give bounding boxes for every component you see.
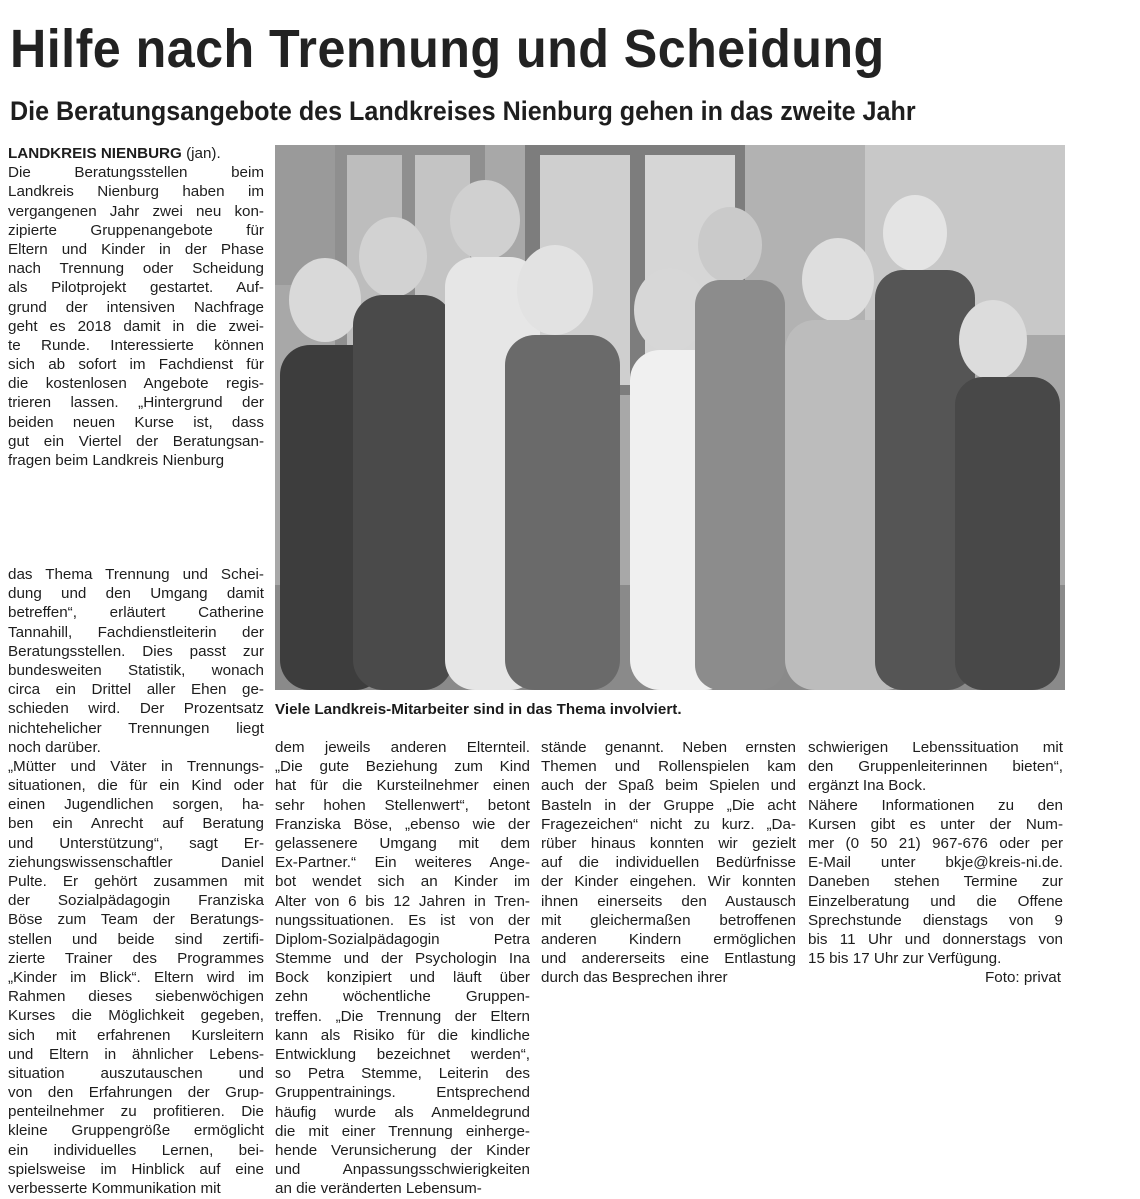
text-line: kleine Gruppengröße ermöglicht [8,1122,264,1140]
photo-caption: Viele Landkreis-Mitarbeiter sind in das Thema involviert. [275,701,682,718]
text-line: „Mütter und Väter in Trennungs- [8,757,264,775]
text-line: beiden neuen Kurse ist, dass [8,413,264,431]
text-line: ziehungswissenschaftler Daniel [8,853,264,871]
text-line: an die veränderten Lebensum- [275,1180,482,1198]
text-line: Franziska Böse, „ebenso wie der [275,815,530,833]
text-line: Alter von 6 bis 12 Jahren in Tren- [275,892,530,910]
text-line: und andererseits eine Entlastung [541,950,796,968]
text-line: dem jeweils anderen Elternteil. [275,739,530,756]
text-line: Tannahill, Fachdienstleiterin der [8,623,264,641]
text-line: das Thema Trennung und Schei- [8,566,264,583]
text-line: einen Jugendlichen sorgen, ha- [8,796,264,814]
text-line: die mit einer Trennung einherge- [275,1122,530,1140]
text-line: Eltern und Kinder in der Phase [8,240,264,258]
text-line: nungssituationen. Es ist von der [275,911,530,929]
text-line: vergangenen Jahr zwei neu kon- [8,202,264,220]
text-line: bundesweiten Statistik, wonach [8,661,264,679]
text-line: treffen. „Die Trennung der Eltern [275,1007,530,1025]
text-line: grund der intensiven Nachfrage [8,298,264,316]
text-line: nach Trennung oder Scheidung [8,260,264,278]
text-line: stellen und beide sind zertifi- [8,930,264,948]
text-line: Stemme und der Psychologin Ina [275,950,530,968]
text-line: Die Beratungsstellen beim [8,164,264,182]
text-line: Pulte. Er gehört zusammen mit [8,873,264,890]
text-line: und Eltern in ähnlicher Lebens- [8,1045,264,1063]
text-line: den Gruppenleiterinnen bieten“, [808,758,1063,776]
text-line: Nähere Informationen zu den [808,796,1063,814]
text-line: schwierigen Lebenssituation mit [808,739,1063,756]
text-line: „Die gute Beziehung zum Kind [275,758,530,776]
text-line: Ex-Partner.“ Ein weiteres Ange- [275,854,530,872]
text-line: ergänzt Ina Bock. [808,777,927,795]
text-line: noch darüber. [8,738,101,756]
text-line: anderen Kindern ermöglichen [541,930,796,948]
article-column-1-top [8,144,264,470]
text-line: gelassenere Umgang mit dem [275,834,530,852]
text-line: und Unterstützung“, sagt Er- [8,834,264,852]
photo-credit: Foto: privat [985,969,1061,986]
text-line: rüber hinaus konnten wir gezielt [541,834,796,852]
text-line: 15 bis 17 Uhr zur Verfügung. [808,950,1002,968]
article-column-3 [541,738,796,987]
text-line: hat für die Kursteilnehmer einen [275,777,530,795]
text-line: nichtehelicher Trennungen liegt [8,719,264,737]
text-line: te Runde. Interessierte können [8,336,264,354]
text-line: Themen und Rollenspielen kam [541,758,796,776]
text-line: Rahmen dieses siebenwöchigen [8,988,264,1006]
text-line: geht es 2018 damit in die zwei- [8,317,264,335]
text-line: Einzelberatung und die Offene [808,892,1063,910]
text-line: fragen beim Landkreis Nienburg [8,452,225,469]
text-line: durch das Besprechen ihrer [541,969,728,987]
text-line: ihnen einerseits den Austausch [541,892,796,910]
text-line: circa ein Drittel aller Ehen ge- [8,681,264,699]
text-line: Daneben stehen Termine zur [808,873,1063,891]
text-line: bis 11 Uhr und donnerstags von [808,930,1063,948]
text-line: schieden wird. Der Prozentsatz [8,700,264,718]
text-line: kann als Risiko für die kindliche [275,1026,530,1044]
dateline-line [8,144,264,163]
text-line: mer (0 50 21) 967-676 oder per [808,834,1063,852]
text-line: Landkreis Nienburg haben im [8,183,264,201]
text-line: Diplom-Sozialpädagogin Petra [275,930,530,948]
text-line: situationen, die für ein Kind oder [8,777,264,795]
text-line: Bock konzipiert und läuft über [275,969,530,987]
text-line: dung und den Umgang damit [8,585,264,603]
text-line: von den Erfahrungen der Grup- [8,1084,264,1102]
article-column-4 [808,738,1063,968]
dateline: LANDKREIS NIENBURG [8,145,182,162]
text-line: gut ein Viertel der Beratungsan- [8,432,264,450]
text-line: auf die individuellen Bedürfnisse [541,854,796,872]
text-line: ein individuelles Lernen, bei- [8,1141,264,1159]
subheadline: Die Beratungsangebote des Landkreises Nienburg gehen in das zweite Jahr [10,96,916,126]
article-column-1-bottom [8,565,264,1198]
article-column-2 [275,738,530,1199]
text-line: Böse zum Team der Beratungs- [8,911,264,929]
text-line: situation auszutauschen und [8,1064,264,1082]
text-line: Kurses die Möglichkeit gegeben, [8,1007,264,1025]
text-line: und Anpassungsschwierigkeiten [275,1161,530,1179]
text-line: hende Verunsicherung der Kinder [275,1141,530,1159]
text-line: Beratungsstellen. Dies passt zur [8,642,264,660]
group-photo [275,145,1065,690]
text-line: ben ein Anrecht auf Beratung [8,815,264,833]
text-line: Gruppentrainings. Entsprechend [275,1084,530,1102]
text-line: Fragezeichen“ nicht zu kurz. „Da- [541,815,796,833]
text-line: zehn wöchentliche Gruppen- [275,988,530,1006]
text-line: zierte Trainer des Programmes [8,949,264,967]
text-line: E-Mail unter bkje@kreis-ni.de. [808,854,1063,872]
text-line: die kostenlosen Angebote regis- [8,375,264,393]
dateline-author: (jan). [186,145,221,162]
text-line: betreffen“, erläutert Catherine [8,604,264,622]
text-line: sich mit erfahrenen Kursleitern [8,1026,264,1044]
text-line: häufig wurde als Anmeldegrund [275,1103,530,1121]
text-line: trieren lassen. „Hintergrund der [8,394,264,412]
text-line: auch der Spaß beim Spielen und [541,777,796,795]
group-photo-image [275,145,1065,690]
text-line: stände genannt. Neben ernsten [541,739,796,756]
text-line: penteilnehmer zu profitieren. Die [8,1103,264,1121]
text-line: bot wendet sich an Kinder im [275,873,530,891]
text-line: Entwicklung bezeichnet werden“, [275,1046,530,1063]
text-line: der Sozialpädagogin Franziska [8,892,264,910]
text-line: Kursen gibt es unter der Num- [808,815,1063,833]
text-line: Basteln in der Gruppe „Die acht [541,796,796,814]
text-line: Sprechstunde dienstags von 9 [808,911,1063,929]
text-line: der Kinder eingehen. Wir konnten [541,873,796,891]
text-line: sich ab sofort im Fachdienst für [8,356,264,374]
text-line: zipierte Gruppenangebote für [8,221,264,239]
text-line: spielsweise im Hinblick auf eine [8,1160,264,1178]
text-line: sehr hohen Stellenwert“, betont [275,796,530,814]
text-line: so Petra Stemme, Leiterin des [275,1065,530,1083]
headline: Hilfe nach Trennung und Scheidung [10,19,885,79]
text-line: mit gleichermaßen betroffenen [541,911,796,929]
text-line: verbesserte Kommunikation mit [8,1180,221,1197]
text-line: „Kinder im Blick“. Eltern wird im [8,968,264,986]
text-line: als Pilotprojekt gestartet. Auf- [8,279,264,297]
